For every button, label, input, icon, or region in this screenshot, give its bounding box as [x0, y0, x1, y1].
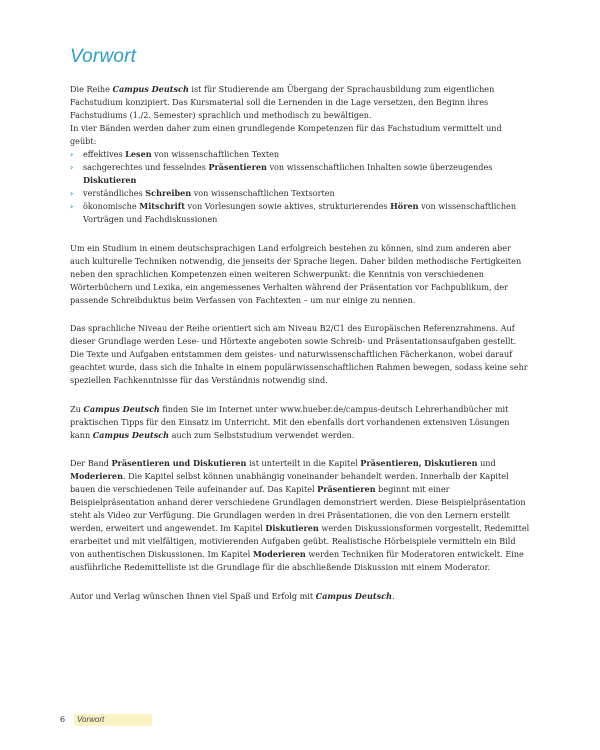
chevron-right-icon: › [70, 163, 74, 172]
competence-list [70, 148, 530, 226]
text: Die Reihe [70, 84, 113, 94]
intro-paragraph [70, 83, 530, 148]
paragraph-internet: Zu Campus Deutsch finden Sie im Internet unter www.hueber.de/campus-deutsch Lehrerhandbücher mit praktischen Tipps für den Einsatz im Unterricht. Mit den ebenfalls dort vorhandenen extensiven Lösungen kann Campus Deutsch auch zum Selbststudium verwendet werden. [70, 403, 510, 440]
page-title: Vorwort [70, 46, 137, 67]
chevron-right-icon: › [70, 150, 74, 159]
page-footer [60, 714, 140, 726]
body-text [70, 83, 530, 618]
text: In vier Bänden werden daher zum einen grundlegende Kompetenzen für das Fachstudium vermittelt und geübt: [70, 123, 502, 146]
paragraph-methods: Um ein Studium in einem deutschsprachigen Land erfolgreich bestehen zu können, sind zum anderen aber auch kulturelle Techniken notwendig, die jenseits der Sprache liegen. Daher bilden methodische Fertigkeiten neben den sprachlichen Kompetenzen einen weiteren Schwerpunkt: die Kenntnis von verschiedenen Wörterbüchern und Lexika, ein angemessenes Verhalten während der Präsentation vor Fachpublikum, der passende Schreibduktus beim Verfassen von Fachtexten – um nur einige zu nennen. [70, 242, 522, 305]
chevron-right-icon: › [70, 189, 74, 198]
list-item: › verständliches Schreiben von wissenschaftlichen Textsorten [70, 188, 335, 198]
list-item: › ökonomische Mitschrift von Vorlesungen sowie aktives, strukturierendes Hören von wissenschaftlichen Vorträgen und Fachdiskussionen [70, 201, 517, 224]
closing-paragraph: Autor und Verlag wünschen Ihnen viel Spaß und Erfolg mit Campus Deutsch. [70, 590, 395, 601]
list-item: › sachgerechtes und fesselndes Präsentieren von wissenschaftlichen Inhalten sowie überzeugendes Diskutieren [70, 162, 493, 185]
list-item: › effektives Lesen von wissenschaftlichen Texten [70, 149, 280, 159]
paragraph-level: Das sprachliche Niveau der Reihe orientiert sich am Niveau B2/C1 des Europäischen Referenzrahmens. Auf dieser Grundlage werden Lese- und Hörtexte angeboten sowie Schreib- und Präsentationsaufgaben gestellt. Die Texte und Aufgaben entstammen dem geistes- und naturwissenschaftlichen Fächerkanon, wobei darauf geachtet wurde, dass sich die Inhalte in einem populärwissenschaftlichen Rahmen bewegen, sodass keine sehr speziellen Fachkenntnisse für das Verständnis notwendig sind. [70, 323, 528, 385]
chevron-right-icon: › [70, 202, 74, 211]
brand-name: Campus Deutsch [112, 84, 189, 94]
text: ist für Studierende am Übergang der Sprachausbildung zum eigentlichen Fachstudium konzipiert. Das Kursmaterial soll die Lernenden in die Lage versetzen, den Beginn ihres Fachstudiums (1./2. Semester) sprachlich und methodisch zu bewältigen. [70, 84, 495, 120]
footer-section-label: Vorwort [77, 715, 105, 724]
page-number: 6 [60, 715, 66, 724]
paragraph-structure: Der Band Präsentieren und Diskutieren ist unterteilt in die Kapitel Präsentieren, Diskutieren und Moderieren. Die Kapitel selbst können unabhängig voneinander behandelt werden. Innerhalb der Kapitel bauen die verschiedenen Teile aufeinander auf. Das Kapitel Präsentieren beginnt mit einer Beispielpräsentation anhand derer verschiedene Grundlagen demonstriert werden. Diese Beispielpräsentation steht als Video zur Verfügung. Die Grundlagen werden in drei Präsentationen, die von den Lernern erstellt werden, erweitert und angewendet. Im Kapitel Diskutieren werden Diskussionsformen vorgestellt, Redemittel erarbeitet und mit vielfältigen, motivierenden Aufgaben geübt. Realistische Hörbeispiele vermitteln ein Bild von authentischen Diskussionen. Im Kapitel Moderieren werden Techniken für Moderatoren entwickelt. Eine ausführliche Redemittelliste ist die Grundlage für die abschließende Diskussion mit einem Moderator. [70, 458, 530, 572]
